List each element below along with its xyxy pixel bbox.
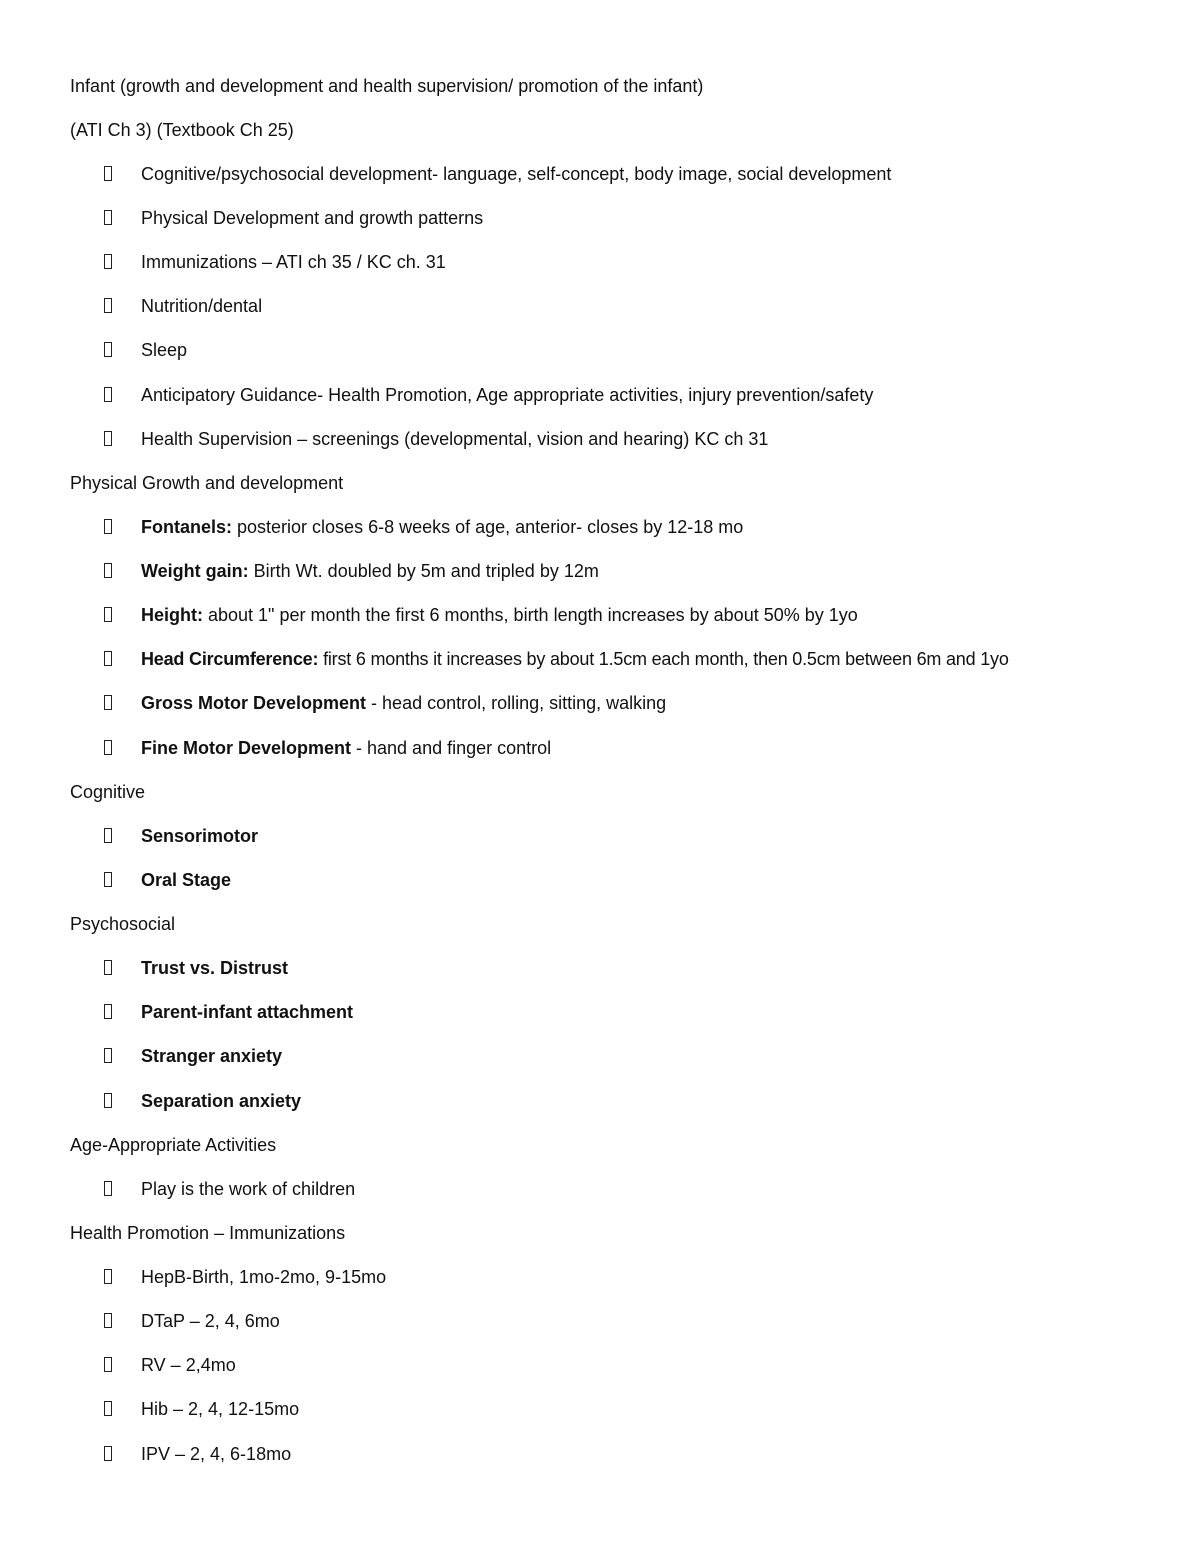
list-item-text: Cognitive/psychosocial development- language, self-concept, body image, social development [141, 164, 892, 184]
section-heading-physical: Physical Growth and development [70, 473, 344, 493]
section-heading-immunizations: Health Promotion – Immunizations [70, 1223, 346, 1243]
bullet-icon [104, 431, 112, 446]
bullet-icon [104, 695, 112, 710]
bullet-icon [104, 828, 112, 843]
item-label: Fine Motor Development [141, 738, 352, 758]
list-item-text: Nutrition/dental [141, 296, 263, 316]
list-item-text: IPV – 2, 4, 6-18mo [141, 1444, 292, 1464]
list-item [104, 251, 446, 273]
item-label: Weight gain: [141, 561, 249, 581]
list-item [104, 516, 743, 538]
list-item [104, 1354, 236, 1376]
bullet-icon [104, 1313, 112, 1328]
bullet-icon [104, 1093, 112, 1108]
list-item-text: Sleep [141, 340, 188, 360]
item-text: about 1" per month the first 6 months, birth length increases by about 50% by 1yo [203, 605, 858, 625]
list-item [104, 295, 262, 317]
list-item-text: Parent-infant attachment [141, 1002, 354, 1022]
list-item [104, 1090, 301, 1112]
item-label: Height: [141, 605, 203, 625]
bullet-icon [104, 563, 112, 578]
item-text: - head control, rolling, sitting, walking [366, 693, 667, 713]
list-item-text: DTaP – 2, 4, 6mo [141, 1311, 280, 1331]
list-item [104, 604, 858, 626]
list-item-text: Physical Development and growth patterns [141, 208, 484, 228]
document-subtitle: (ATI Ch 3) (Textbook Ch 25) [70, 120, 294, 140]
list-item [104, 825, 258, 847]
list-item [104, 869, 231, 891]
list-item-text: Immunizations – ATI ch 35 / KC ch. 31 [141, 252, 446, 272]
list-item [104, 384, 873, 406]
list-item-text: Stranger anxiety [141, 1046, 283, 1066]
bullet-icon [104, 607, 112, 622]
section-heading-cognitive: Cognitive [70, 782, 146, 802]
bullet-icon [104, 872, 112, 887]
document-title: Infant (growth and development and health supervision/ promotion of the infant) [70, 76, 704, 96]
list-item [104, 957, 288, 979]
list-item-text: Hib – 2, 4, 12-15mo [141, 1399, 300, 1419]
list-item-text: Separation anxiety [141, 1091, 302, 1111]
item-label: Fontanels: [141, 517, 233, 537]
bullet-icon [104, 1446, 112, 1461]
list-item [104, 1310, 280, 1332]
item-text: Birth Wt. doubled by 5m and tripled by 12m [248, 561, 599, 581]
list-item [104, 339, 187, 361]
bullet-icon [104, 1357, 112, 1372]
bullet-icon [104, 1004, 112, 1019]
list-item-text: Trust vs. Distrust [141, 958, 289, 978]
bullet-icon [104, 166, 112, 181]
item-text: first 6 months it increases by about 1.5cm each month, then 0.5cm between 6m and 1yo [318, 649, 1009, 669]
bullet-icon [104, 1181, 112, 1196]
bullet-icon [104, 1048, 112, 1063]
list-item [104, 737, 551, 759]
list-item [104, 163, 891, 185]
list-item-text: RV – 2,4mo [141, 1355, 236, 1375]
bullet-icon [104, 298, 112, 313]
list-item [104, 1266, 386, 1288]
list-item [104, 1045, 282, 1067]
list-item [104, 648, 1009, 670]
bullet-icon [104, 342, 112, 357]
item-label: Head Circumference: [141, 649, 319, 669]
list-item [104, 692, 666, 714]
section-heading-activities: Age-Appropriate Activities [70, 1135, 277, 1155]
list-item [104, 1178, 355, 1200]
bullet-icon [104, 1401, 112, 1416]
list-item [104, 207, 483, 229]
bullet-icon [104, 960, 112, 975]
section-heading-psychosocial: Psychosocial [70, 914, 176, 934]
list-item-text: Anticipatory Guidance- Health Promotion, Age appropriate activities, injury prevention/safety [141, 385, 874, 405]
bullet-icon [104, 519, 112, 534]
list-item [104, 1001, 353, 1023]
bullet-icon [104, 210, 112, 225]
bullet-icon [104, 254, 112, 269]
list-item [104, 560, 599, 582]
item-text: - hand and finger control [351, 738, 552, 758]
list-item [104, 1443, 291, 1465]
list-item-text: Sensorimotor [141, 826, 259, 846]
item-text: posterior closes 6-8 weeks of age, anterior- closes by 12-18 mo [232, 517, 744, 537]
bullet-icon [104, 1269, 112, 1284]
list-item [104, 1398, 299, 1420]
bullet-icon [104, 387, 112, 402]
bullet-icon [104, 651, 112, 666]
list-item-text: HepB-Birth, 1mo-2mo, 9-15mo [141, 1267, 387, 1287]
bullet-icon [104, 740, 112, 755]
list-item-text: Play is the work of children [141, 1179, 356, 1199]
list-item [104, 428, 768, 450]
item-label: Gross Motor Development [141, 693, 367, 713]
list-item-text: Health Supervision – screenings (developmental, vision and hearing) KC ch 31 [141, 429, 769, 449]
list-item-text: Oral Stage [141, 870, 232, 890]
